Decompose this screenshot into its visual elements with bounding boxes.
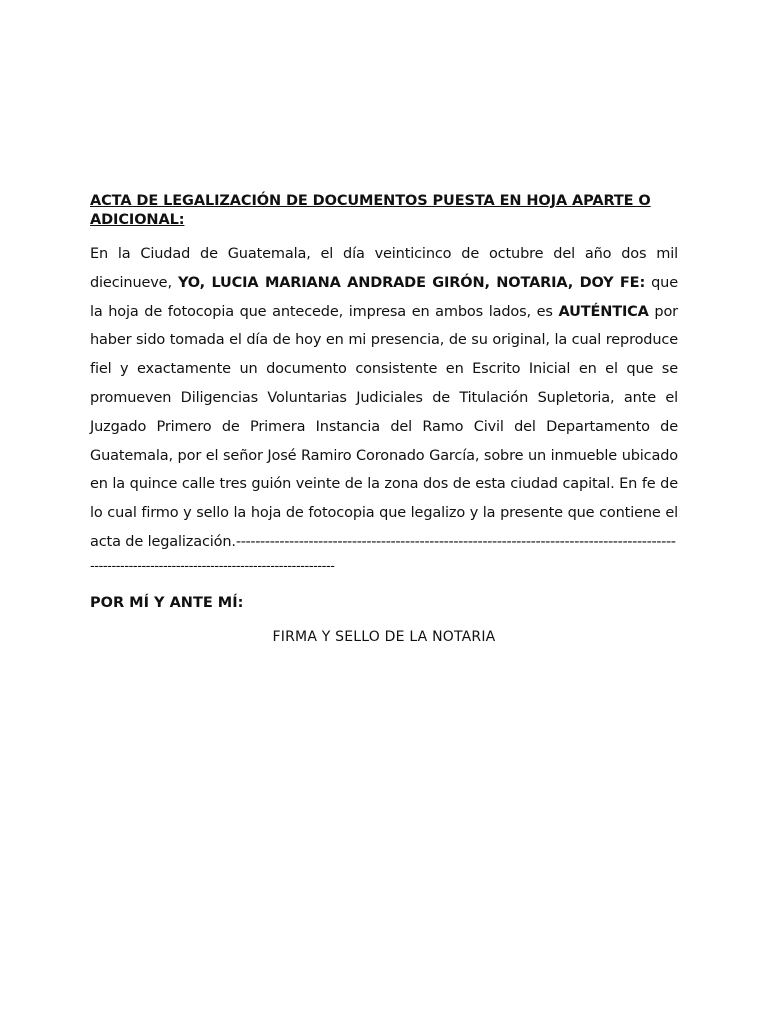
body-text-middle: que la hoja de fotocopia que antecede, impresa en ambos lados, es bbox=[90, 274, 678, 320]
document-page bbox=[90, 192, 678, 647]
document-body bbox=[90, 240, 678, 557]
dash-filler-line: --------------------------------------------------------- bbox=[90, 558, 335, 574]
body-dashes-inline: ------------------------------------------------------------------------------------------- bbox=[235, 533, 676, 550]
body-authentic-label: AUTÉNTICA bbox=[558, 303, 649, 320]
body-notary-declaration: YO, LUCIA MARIANA ANDRADE GIRÓN, NOTARIA, DOY FE: bbox=[177, 274, 646, 291]
por-mi-heading: POR MÍ Y ANTE MÍ: bbox=[90, 594, 244, 611]
document-title: ACTA DE LEGALIZACIÓN DE DOCUMENTOS PUESTA EN HOJA APARTE O ADICIONAL: bbox=[90, 193, 651, 228]
body-text-main: por haber sido tomada el día de hoy en mi presencia, de su original, la cual reproduce fiel y exactamente un documento consistente en Escrito Inicial en el que se promueven Diligencias Voluntarias Judiciales de Titulación Supletoria, ante el Juzgado Primero de Primera Instancia del Ramo Civil del Departamento de Guatemala, por el señor José Ramiro Coronado García, sobre un inmueble ubicado en la quince calle tres guión veinte de la zona dos de esta ciudad capital. En fe de lo cual firmo y sello la hoja de fotocopia que legalizo y la presente que contiene el acta de legalización. bbox=[90, 303, 678, 550]
body-text-intro: En la Ciudad de Guatemala, el día veinticinco de octubre del año dos mil diecinueve, bbox=[90, 246, 678, 291]
signature-label: FIRMA Y SELLO DE LA NOTARIA bbox=[272, 628, 496, 645]
